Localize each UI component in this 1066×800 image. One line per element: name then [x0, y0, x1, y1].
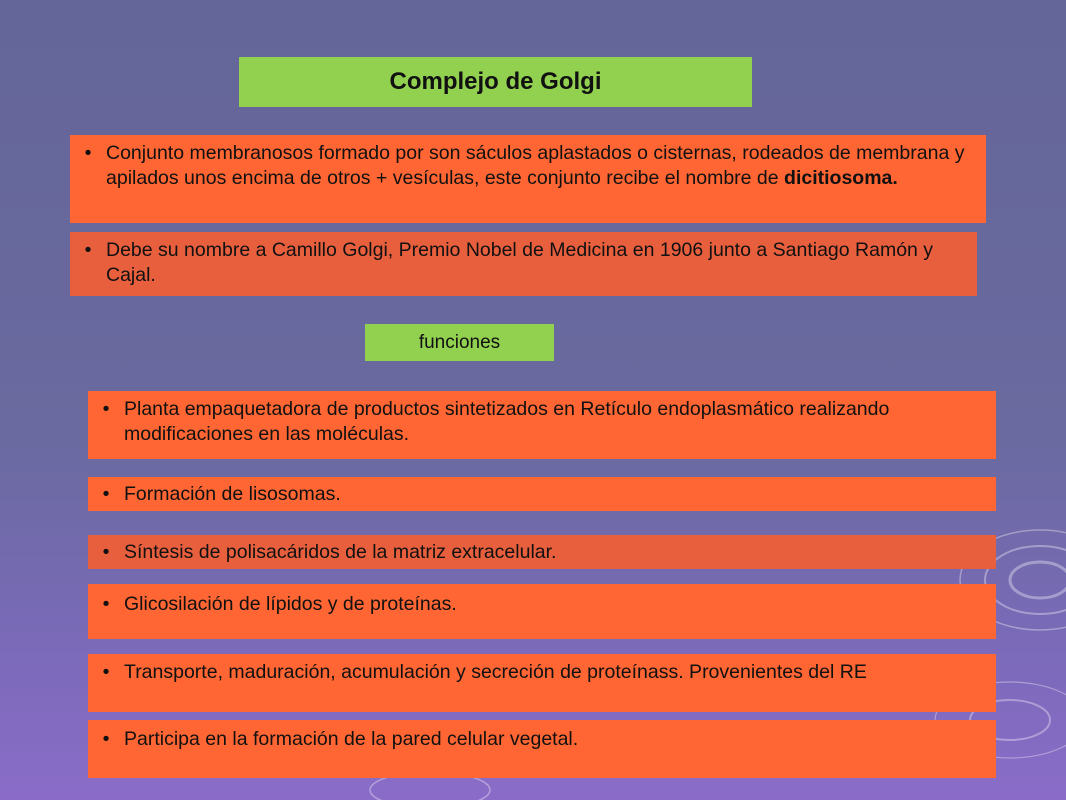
bullet-icon: •: [102, 483, 110, 505]
funcion-item-6: [88, 720, 996, 778]
intro-bullet-text: Debe su nombre a Camillo Golgi, Premio Nobel de Medicina en 1906 junto a Santiago Ramón y Cajal.: [106, 239, 934, 286]
funciones-label: funciones: [365, 324, 554, 361]
slide-title: Complejo de Golgi: [239, 57, 752, 107]
funcion-text: Glicosilación de lípidos y de proteínas.: [124, 593, 457, 615]
bullet-icon: •: [84, 142, 92, 164]
funcion-text: Planta empaquetadora de productos sintetizados en Retículo endoplasmático realizando modificaciones en las moléculas.: [124, 398, 890, 445]
funcion-text: Transporte, maduración, acumulación y secreción de proteínass. Provenientes del RE: [124, 661, 867, 683]
funcion-item-4: [88, 584, 996, 639]
funcion-text: Formación de lisosomas.: [124, 483, 341, 505]
funcion-item-3: [88, 535, 996, 569]
funcion-item-5: [88, 654, 996, 712]
intro-bullet-1: [70, 135, 986, 223]
funcion-text: Síntesis de polisacáridos de la matriz extracelular.: [124, 541, 557, 563]
funcion-item-1: [88, 391, 996, 459]
bullet-icon: •: [84, 239, 92, 261]
bullet-icon: •: [102, 728, 110, 750]
funcion-text: Participa en la formación de la pared celular vegetal.: [124, 728, 579, 750]
bullet-icon: •: [102, 593, 110, 615]
intro-bullet-2: [70, 232, 977, 296]
funcion-item-2: [88, 477, 996, 511]
bullet-icon: •: [102, 541, 110, 563]
bullet-icon: •: [102, 661, 110, 683]
bullet-icon: •: [102, 398, 110, 420]
intro-bullet-text: Conjunto membranosos formado por son sáculos aplastados o cisternas, rodeados de membrana y apilados unos encima de otros + vesículas, este conjunto recibe el nombre de dicitiosoma.: [106, 142, 965, 189]
